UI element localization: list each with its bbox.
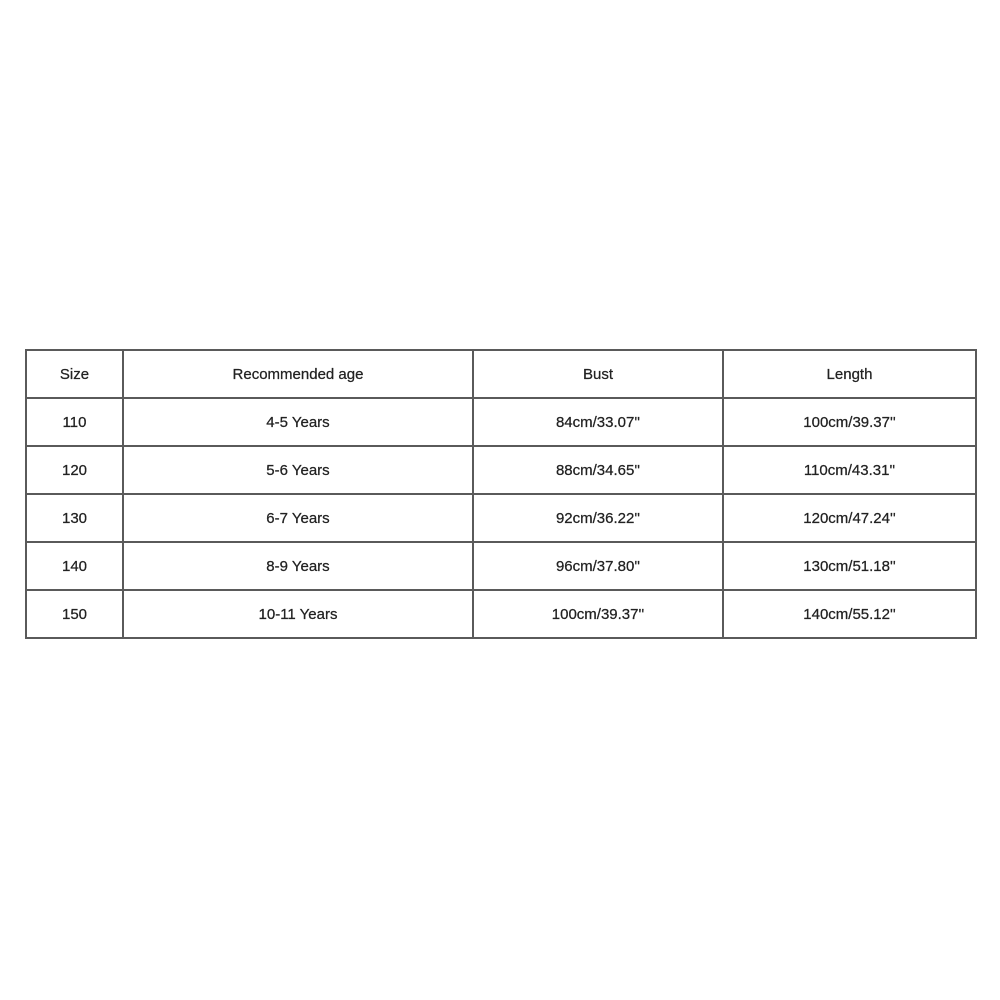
table-row (26, 590, 976, 638)
cell-length: 100cm/39.37'' (723, 398, 976, 446)
cell-recommended-age: 6-7 Years (123, 494, 473, 542)
table-row (26, 398, 976, 446)
header-recommended-age: Recommended age (123, 350, 473, 398)
header-bust: Bust (473, 350, 723, 398)
header-length: Length (723, 350, 976, 398)
cell-length: 140cm/55.12'' (723, 590, 976, 638)
cell-size: 140 (26, 542, 123, 590)
header-size: Size (26, 350, 123, 398)
cell-recommended-age: 5-6 Years (123, 446, 473, 494)
table-row (26, 446, 976, 494)
cell-recommended-age: 4-5 Years (123, 398, 473, 446)
cell-bust: 96cm/37.80'' (473, 542, 723, 590)
cell-size: 150 (26, 590, 123, 638)
cell-size: 120 (26, 446, 123, 494)
cell-length: 110cm/43.31'' (723, 446, 976, 494)
cell-bust: 84cm/33.07'' (473, 398, 723, 446)
cell-bust: 88cm/34.65'' (473, 446, 723, 494)
cell-size: 130 (26, 494, 123, 542)
cell-recommended-age: 10-11 Years (123, 590, 473, 638)
table-row (26, 494, 976, 542)
cell-bust: 92cm/36.22'' (473, 494, 723, 542)
table-row (26, 542, 976, 590)
cell-size: 110 (26, 398, 123, 446)
table-header-row (26, 350, 976, 398)
cell-bust: 100cm/39.37'' (473, 590, 723, 638)
cell-recommended-age: 8-9 Years (123, 542, 473, 590)
size-chart-table (25, 349, 977, 639)
cell-length: 120cm/47.24'' (723, 494, 976, 542)
cell-length: 130cm/51.18'' (723, 542, 976, 590)
